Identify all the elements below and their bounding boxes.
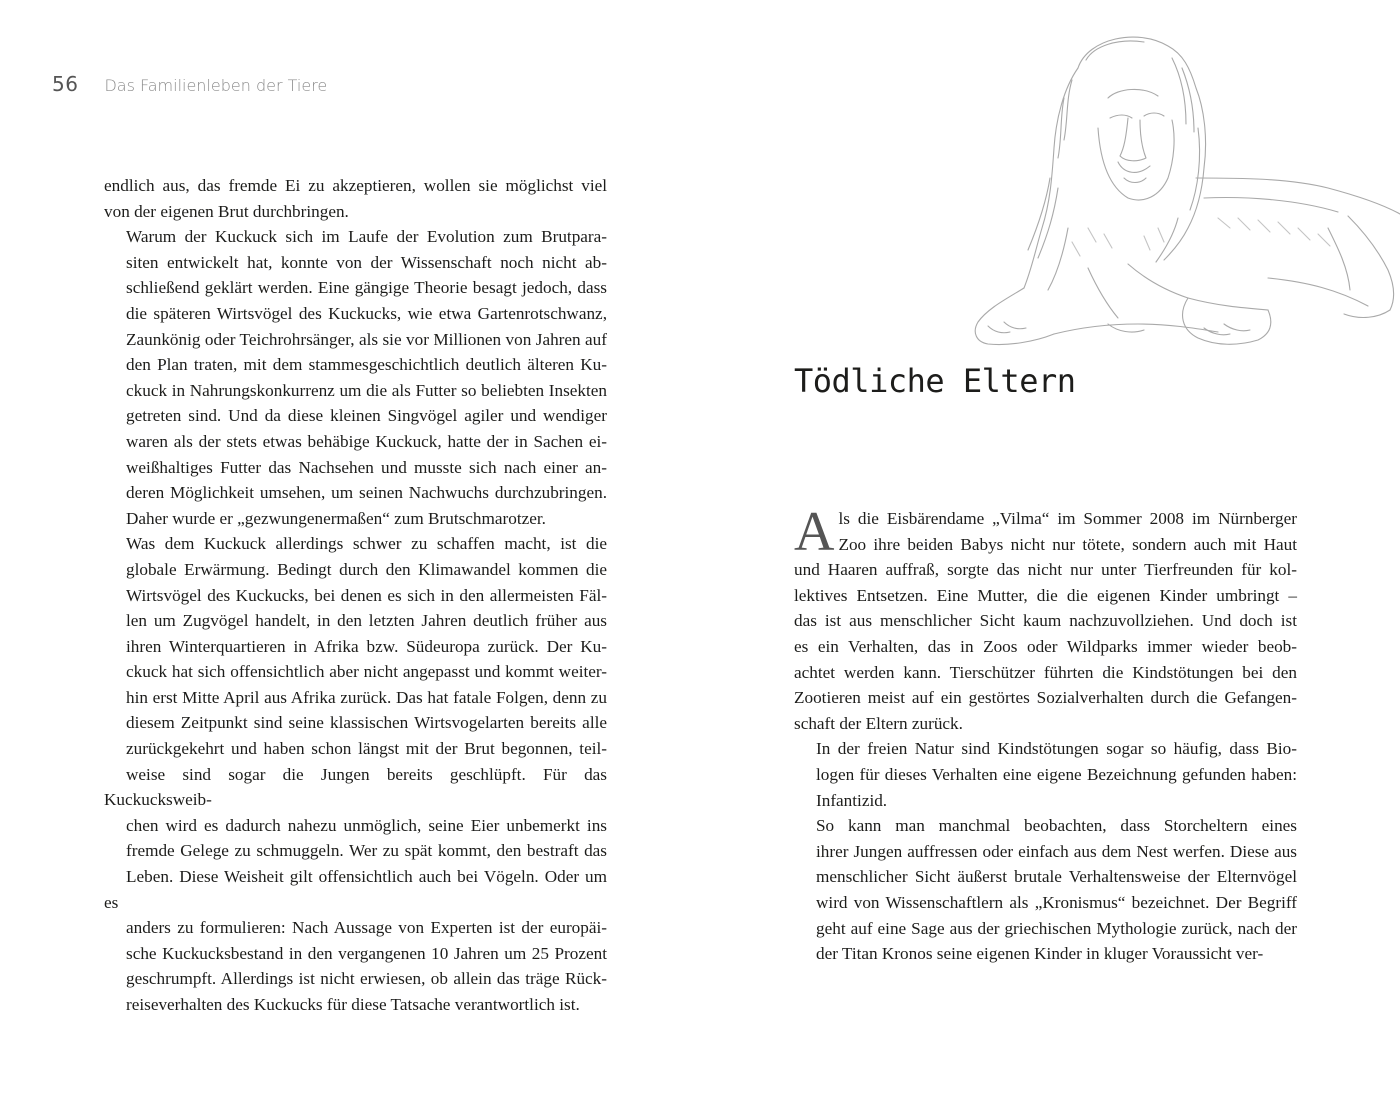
text-line: weise sind sogar die Jungen bereits geschlüpft. Für das Kuckucksweib-	[104, 764, 607, 810]
paragraph	[104, 173, 607, 224]
text-line: menschlicher Sicht äußerst brutale Verhaltensweise der Elternvögel	[816, 867, 1297, 887]
text-line: Infantizid.	[816, 790, 888, 810]
text-line: In der freien Natur sind Kindstötungen sogar so häufig, dass Bio-	[816, 739, 1297, 759]
right-page	[700, 0, 1400, 1115]
text-line: schaft der Eltern zurück.	[794, 713, 963, 733]
text-line: deren Möglichkeit umsehen, um seinen Nachwuchs durchzubringen.	[126, 483, 607, 503]
text-line: Daher wurde er „gezwungenermaßen“ zum Brutschmarotzer.	[126, 508, 546, 528]
text-line: ckuck in Nahrungskonkurrenz um die als Futter so beliebten Insekten	[126, 380, 607, 400]
text-line: der Titan Kronos seine eigenen Kinder in kluger Voraussicht ver-	[816, 944, 1264, 964]
text-line: diesem Zeitpunkt sind seine klassischen Wirtsvogelarten bereits alle	[126, 713, 607, 733]
text-line: und Haaren auffraß, sorgte das nicht nur unter Tierfreunden für kol-	[794, 560, 1297, 580]
paragraph	[104, 224, 607, 531]
text-line: den Plan traten, mit dem stammesgeschichtlich deutlich älteren Ku-	[126, 355, 607, 375]
left-body-text	[104, 173, 607, 1018]
text-line: zurückgekehrt und haben schon längst mit der Brut begonnen, teil-	[126, 739, 607, 759]
paragraph	[794, 813, 1297, 967]
text-line: len um Zugvögel handelt, in den letzten Jahren deutlich früher aus	[126, 611, 607, 631]
paragraph	[104, 531, 607, 1017]
text-line: es ein Verhalten, das in Zoos oder Wildparks immer wieder beob-	[794, 636, 1297, 656]
text-line: getreten sind. Und da diese kleinen Singvögel agiler und wendiger	[126, 406, 607, 426]
text-line: ihren Winterquartieren in Afrika bzw. Südeuropa zurück. Der Ku-	[126, 636, 607, 656]
text-line: lektives Entsetzen. Eine Mutter, die die eigenen Kinder umbringt –	[794, 585, 1297, 605]
paragraph	[794, 501, 1297, 736]
text-line: Zoo ihre beiden Babys nicht nur tötete, sondern auch mit Haut	[838, 534, 1297, 554]
running-head	[52, 72, 327, 96]
text-line: wird von Wissenschaftlern als „Kronismus“ bezeichnet. Der Begriff	[816, 892, 1297, 912]
text-line: die späteren Wirtsvögel des Kuckucks, wie etwa Gartenrotschwanz,	[126, 303, 607, 323]
text-line: ckuck hat sich offensichtlich aber nicht angepasst und kommt weiter-	[126, 662, 607, 682]
chapter-title: Tödliche Eltern	[794, 362, 1076, 400]
text-line: weißhaltiges Futter das Nachsehen und musste sich nach einer an-	[126, 457, 607, 477]
text-line: Zaunkönig oder Teichrohrsänger, als sie vor Millionen von Jahren auf	[126, 329, 607, 349]
text-line: waren als der stets etwas behäbige Kuckuck, hatte der in Sachen ei-	[126, 431, 607, 451]
page-number: 56	[52, 72, 79, 96]
text-line: anders zu formulieren: Nach Aussage von Experten ist der europäi-	[126, 918, 607, 938]
text-line: Wirtsvögel des Kuckucks, bei denen es sich in den allermeisten Fäl-	[126, 585, 607, 605]
text-line: logen für dieses Verhalten eine eigene Bezeichnung gefunden haben:	[816, 764, 1297, 784]
text-line: Was dem Kuckuck allerdings schwer zu schaffen macht, ist die	[126, 534, 607, 554]
text-line: chen wird es dadurch nahezu unmöglich, seine Eier unbemerkt ins	[126, 815, 607, 835]
text-line: geschrumpft. Allerdings ist nicht erwiesen, ob allein das träge Rück-	[126, 969, 607, 989]
drop-cap: A	[794, 501, 835, 563]
text-line: Zootieren meist auf ein gestörtes Sozialverhalten durch die Gefangen-	[794, 688, 1297, 708]
text-line: sche Kuckucksbestand in den vergangenen 10 Jahren um 25 Prozent	[126, 943, 607, 963]
text-line: Warum der Kuckuck sich im Laufe der Evolution zum Brutpara-	[126, 227, 607, 247]
text-line: geht auf eine Sage aus der griechischen Mythologie zurück, nach der	[816, 918, 1297, 938]
text-line: ls die Eisbärendame „Vilma“ im Sommer 2008 im Nürnberger	[838, 509, 1297, 528]
text-line: von der eigenen Brut durchbringen.	[104, 201, 349, 221]
text-line: reiseverhalten des Kuckucks für diese Tatsache verantwortlich ist.	[126, 995, 580, 1014]
text-line: Leben. Diese Weisheit gilt offensichtlich auch bei Vögeln. Oder um es	[104, 867, 607, 912]
text-line: So kann man manchmal beobachten, dass Storcheltern eines	[816, 816, 1297, 836]
text-line: hin erst Mitte April aus Afrika zurück. Das hat fatale Folgen, denn zu	[126, 687, 607, 707]
right-body-text	[794, 501, 1297, 967]
text-line: achtet werden kann. Tierschützer führten die Kindstötungen bei den	[794, 662, 1297, 682]
text-line: endlich aus, das fremde Ei zu akzeptieren, wollen sie möglichst viel	[104, 176, 607, 195]
text-line: schließend geklärt werden. Eine gängige Theorie besagt jedoch, dass	[126, 278, 607, 298]
paragraph	[794, 736, 1297, 813]
text-line: globale Erwärmung. Bedingt durch den Klimawandel kommen die	[126, 559, 607, 579]
text-line: siten entwickelt hat, konnte von der Wissenschaft noch nicht ab-	[126, 252, 607, 272]
lion-illustration	[968, 28, 1400, 353]
text-line: fremde Gelege zu schmuggeln. Wer zu spät kommt, den bestraft das	[126, 841, 607, 861]
text-line: ihrer Jungen auffressen oder einfach aus dem Nest werfen. Diese aus	[816, 841, 1297, 861]
running-title: Das Familienleben der Tiere	[104, 76, 328, 95]
text-line: das ist aus menschlicher Sicht kaum nachzuvollziehen. Und doch ist	[794, 611, 1297, 631]
